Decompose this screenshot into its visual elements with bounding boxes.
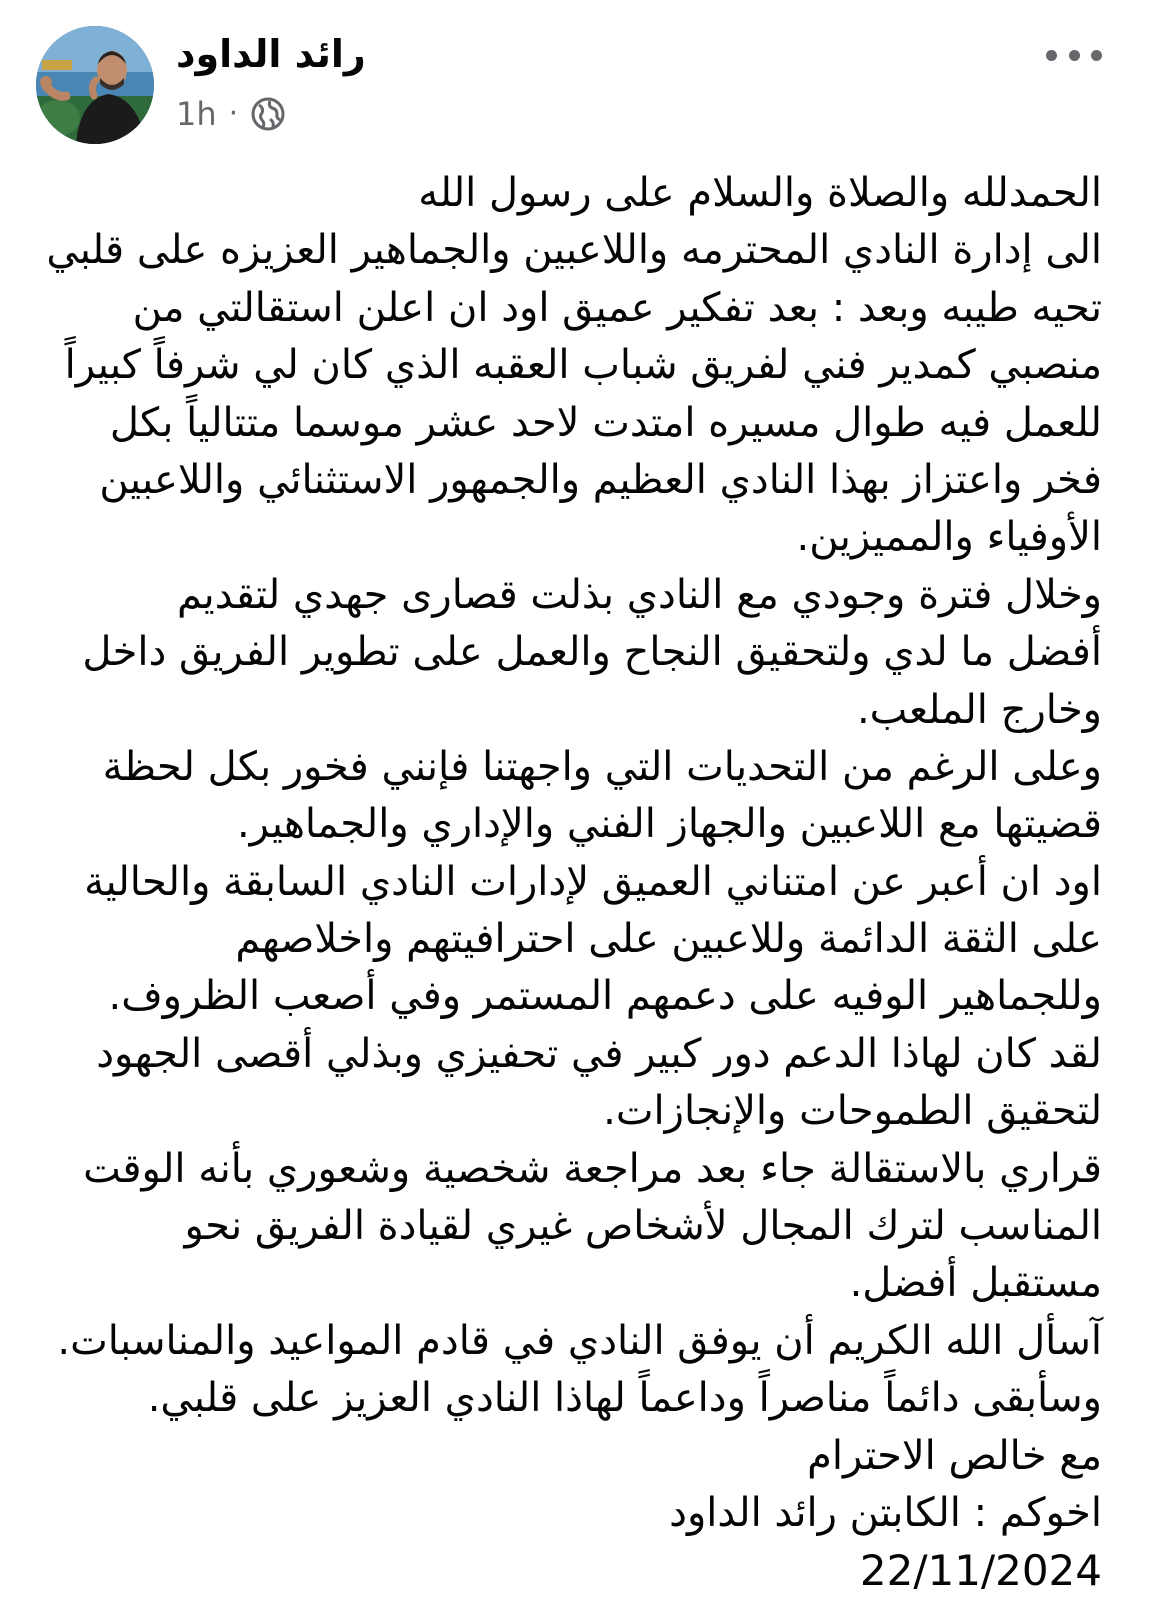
post-line: الأوفياء والمميزين. [796, 514, 1102, 561]
post-line: الى إدارة النادي المحترمه واللاعبين والجماهير العزيزه على قلبي [46, 227, 1102, 274]
post-line: قراري بالاستقالة جاء بعد مراجعة شخصية وشعوري بأنه الوقت [83, 1145, 1102, 1192]
post-meta [176, 94, 286, 134]
more-horizontal-icon [1046, 50, 1057, 61]
post-line: وخلال فترة وجودي مع النادي بذلت قصارى جهدي لتقديم [176, 571, 1102, 618]
post-line: أفضل ما لدي ولتحقيق النجاح والعمل على تطوير الفريق داخل [82, 629, 1102, 676]
post-line: آسأل الله الكريم أن يوفق النادي في قادم المواعيد والمناسبات. [57, 1317, 1102, 1364]
post-line: على الثقة الدائمة وللاعبين على احترافيتهم واخلاصهم [235, 916, 1102, 963]
more-options-button[interactable] [1046, 40, 1102, 70]
profile-photo [36, 26, 154, 144]
post-time[interactable]: 1h [176, 95, 217, 133]
post-line: اخوكم : الكابتن رائد الداود [669, 1489, 1102, 1536]
author-name[interactable]: رائد الداود [176, 32, 366, 76]
post-line: اود ان أعبر عن امتناني العميق لإدارات النادي السابقة والحالية [84, 858, 1102, 905]
post-line: للعمل فيه طوال مسيره امتدت لاحد عشر موسما متتالياً بكل [109, 399, 1102, 446]
post-line: وعلى الرغم من التحديات التي واجهتنا فإنني فخور بكل لحظة [102, 743, 1102, 790]
post-line: لتحقيق الطموحات والإنجازات. [603, 1088, 1102, 1135]
post-line: المناسب لترك المجال لأشخاص غيري لقيادة الفريق نحو [184, 1203, 1102, 1250]
post-line: وللجماهير الوفيه على دعمهم المستمر وفي أصعب الظروف. [108, 973, 1102, 1020]
post-body [40, 165, 1102, 1600]
post-line: مع خالص الاحترام [807, 1432, 1102, 1479]
post-line: وخارج الملعب. [856, 686, 1102, 733]
post-line: وسأبقى دائماً مناصراً وداعماً لهاذا النادي العزيز على قلبي. [147, 1375, 1102, 1422]
post-line: قضيتها مع اللاعبين والجهاز الفني والإداري والجماهير. [236, 801, 1102, 848]
author-avatar[interactable] [36, 26, 154, 144]
globe-icon[interactable] [250, 96, 286, 132]
post-line: فخر واعتزاز بهذا النادي العظيم والجمهور الاستثنائي واللاعبين [99, 456, 1102, 503]
post-line: مستقبل أفضل. [849, 1260, 1102, 1307]
post-line: الحمدلله والصلاة والسلام على رسول الله [418, 170, 1102, 216]
post-header [0, 0, 1162, 160]
post-line: تحيه طيبه وبعد : بعد تفكير عميق اود ان اعلن استقالتي من [132, 284, 1102, 331]
meta-separator: · [228, 96, 239, 131]
post-line: لقد كان لهاذا الدعم دور كبير في تحفيزي وبذلي أقصى الجهود [96, 1030, 1102, 1077]
post-date: 22/11/2024 [859, 1546, 1102, 1596]
post-line: منصبي كمدير فني لفريق شباب العقبه الذي كان لي شرفاً كبيراً [64, 342, 1102, 389]
